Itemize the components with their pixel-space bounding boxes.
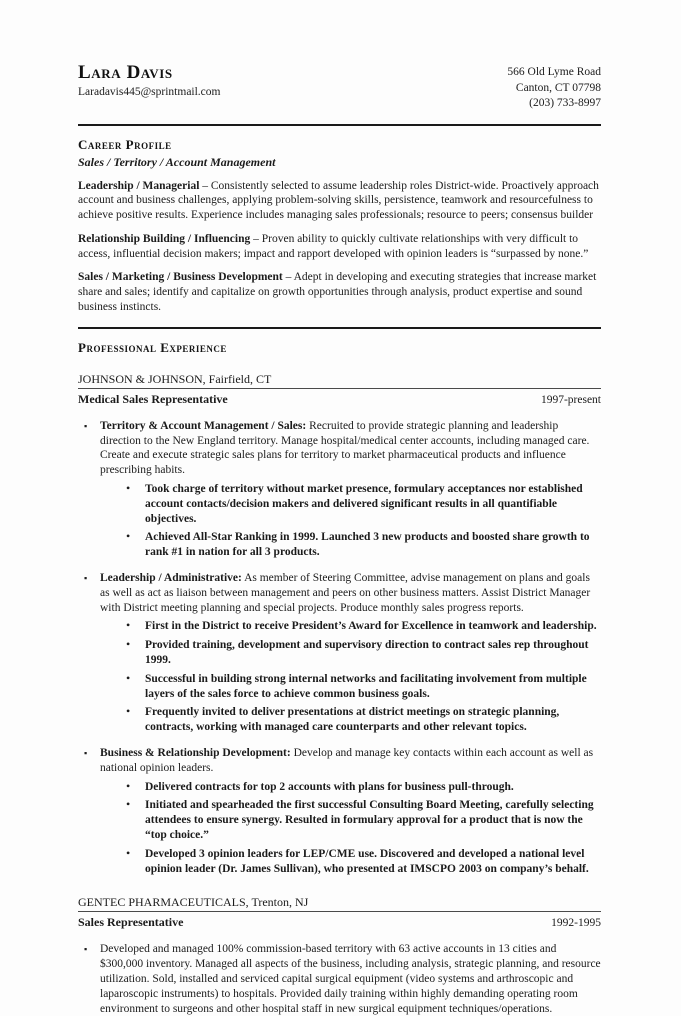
job-title: Medical Sales Representative: [78, 391, 228, 406]
experience-item-label: Business & Relationship Development:: [100, 747, 291, 760]
profile-paragraph-text: – Consistently selected to assume leadership roles District-wide. Proactively approach account and business challenges, applying problem-solving skills, persistence, teamwork and resourcefulness to achieve positive results. Experience includes managing sales professionals; resource to peers; consensus builder: [78, 179, 599, 222]
achievement-text: Took charge of territory without market presence, formulary acceptances nor established account contacts/decision makers and delivered significant results in all quantifiable objectives.: [145, 483, 583, 525]
achievement-text: Provided training, development and supervisory direction to contract sales rep throughout 1999.: [145, 639, 589, 667]
experience-item-gentec: [78, 942, 601, 1016]
achievement-item: [123, 638, 601, 668]
achievement-text: Delivered contracts for top 2 accounts with plans for business pull-through.: [145, 780, 514, 793]
phone-number: (203) 733-8997: [529, 97, 601, 109]
header-divider-rule: [78, 124, 601, 126]
experience-item-territory: [78, 419, 601, 560]
job-title-row: [78, 392, 601, 408]
achievement-item: [123, 798, 601, 842]
header-identity-block: [78, 63, 221, 100]
job-entry-johnson-johnson: [78, 372, 601, 877]
address-line-1: 566 Old Lyme Road: [507, 66, 601, 78]
experience-item-leadership: [78, 571, 601, 735]
resume-header: [78, 63, 601, 112]
achievement-item: [123, 705, 601, 735]
experience-heading: Professional Experience: [78, 339, 227, 355]
round-bullet-icon: •: [126, 704, 131, 719]
square-bullet-icon: ▪: [84, 944, 88, 955]
candidate-email: Laradavis445@sprintmail.com: [78, 86, 221, 98]
achievement-item: [123, 482, 601, 526]
career-profile-section: [78, 137, 601, 315]
career-profile-heading: Career Profile: [78, 136, 172, 152]
career-profile-subheading: Sales / Territory / Account Management: [78, 154, 276, 169]
round-bullet-icon: •: [126, 778, 131, 793]
profile-paragraph-relationship: [78, 232, 601, 262]
round-bullet-icon: •: [126, 529, 131, 544]
job-title-row: [78, 915, 601, 931]
job-dates: 1992-1995: [551, 917, 601, 930]
square-bullet-icon: ▪: [84, 573, 88, 584]
job-entry-gentec: [78, 895, 601, 1016]
achievement-item: [123, 847, 601, 877]
experience-item-text: Develop and manage key contacts within each account as well as national opinion leaders.: [100, 747, 594, 774]
company-line: GENTEC PHARMACEUTICALS, Trenton, NJ: [78, 895, 601, 912]
round-bullet-icon: •: [126, 481, 131, 496]
profile-paragraph-text: – Adept in developing and executing strategies that increase market share and sales; identify and capitalize on growth opportunities through analysis, product expertise and sound business instincts.: [78, 271, 597, 314]
achievement-list: [100, 619, 601, 735]
experience-item-text: Recruited to provide strategic planning and leadership direction to the New England territory. Manage hospital/medical center accounts, including managed care. Create and execute strategic sales plans for territory to market pharmaceutical products and influence prescribing habits.: [100, 419, 590, 477]
achievement-text: First in the District to receive President’s Award for Excellence in teamwork and leadership.: [145, 620, 597, 633]
company-line: JOHNSON & JOHNSON, Fairfield, CT: [78, 372, 601, 389]
job-title: Sales Representative: [78, 915, 184, 930]
achievement-text: Achieved All-Star Ranking in 1999. Launched 3 new products and boosted share growth to rank #1 in nation for all 3 products.: [145, 531, 590, 559]
experience-item-label: Leadership / Administrative:: [100, 572, 242, 585]
round-bullet-icon: •: [126, 670, 131, 685]
profile-divider-rule: [78, 327, 601, 329]
achievement-item: [123, 619, 601, 634]
achievement-text: Successful in building strong internal networks and facilitating involvement from multiple layers of the sales force to achieve common business goals.: [145, 672, 587, 700]
experience-item-business-development: [78, 746, 601, 876]
candidate-name: Lara Davis: [78, 62, 173, 83]
header-contact-block: [507, 63, 601, 112]
achievement-text: Frequently invited to deliver presentations at district meetings on strategic planning, contracts, working with managed care counterparts and other relevant topics.: [145, 706, 560, 734]
address-line-2: Canton, CT 07798: [515, 81, 601, 94]
profile-paragraph-text: – Proven ability to quickly cultivate relationships with very difficult to access, influential decision makers; impact and rapport developed with opinion leaders is “surpassed by none.”: [78, 232, 589, 260]
experience-item-text: As member of Steering Committee, advise management on plans and goals as well as act as liaison between management and peers on other business matters. Assist District Manager with District meeting planning and special projects. Produce monthly sales progress reports.: [100, 572, 591, 614]
round-bullet-icon: •: [126, 637, 131, 652]
achievement-item: [123, 530, 601, 560]
experience-section: [78, 340, 601, 1016]
profile-paragraph-leadership: [78, 179, 601, 223]
achievement-text: Initiated and spearheaded the first successful Consulting Board Meeting, carefully selecting attendees to ensure synergy. Resulted in formulary approval for a product that is now the “top choice.”: [145, 799, 594, 841]
achievement-item: [123, 780, 601, 795]
profile-paragraph-label: Relationship Building / Influencing: [78, 232, 251, 245]
achievement-text: Developed 3 opinion leaders for LEP/CME use. Discovered and developed a national level opinion leader (Dr. James Sullivan), who presented at IMSCPO 2003 on company’s behalf.: [145, 847, 589, 875]
job-dates: 1997-present: [540, 393, 601, 406]
profile-paragraph-label: Leadership / Managerial: [78, 179, 200, 192]
round-bullet-icon: •: [126, 618, 131, 633]
profile-paragraph-sales: [78, 270, 601, 314]
square-bullet-icon: ▪: [84, 748, 88, 759]
achievement-list: [100, 482, 601, 560]
achievement-item: [123, 672, 601, 702]
experience-item-text: Developed and managed 100% commission-based territory with 63 active accounts in 13 cities and $300,000 inventory. Managed all aspects of the business, including analysis, strategic planning, and resource utilization. Sold, installed and serviced capital surgical equipment (video systems and arthroscopic and laparoscopic instruments) to hospitals. Provided daily training within highly demanding operating room environment to surgeons and other hospital staff in new surgical equipment techniques/operations.: [100, 943, 601, 1015]
round-bullet-icon: •: [126, 797, 131, 812]
achievement-list: [100, 780, 601, 877]
experience-item-label: Territory & Account Management / Sales:: [100, 419, 307, 432]
round-bullet-icon: •: [126, 845, 131, 860]
profile-paragraph-label: Sales / Marketing / Business Development: [78, 271, 283, 284]
square-bullet-icon: ▪: [84, 420, 88, 431]
